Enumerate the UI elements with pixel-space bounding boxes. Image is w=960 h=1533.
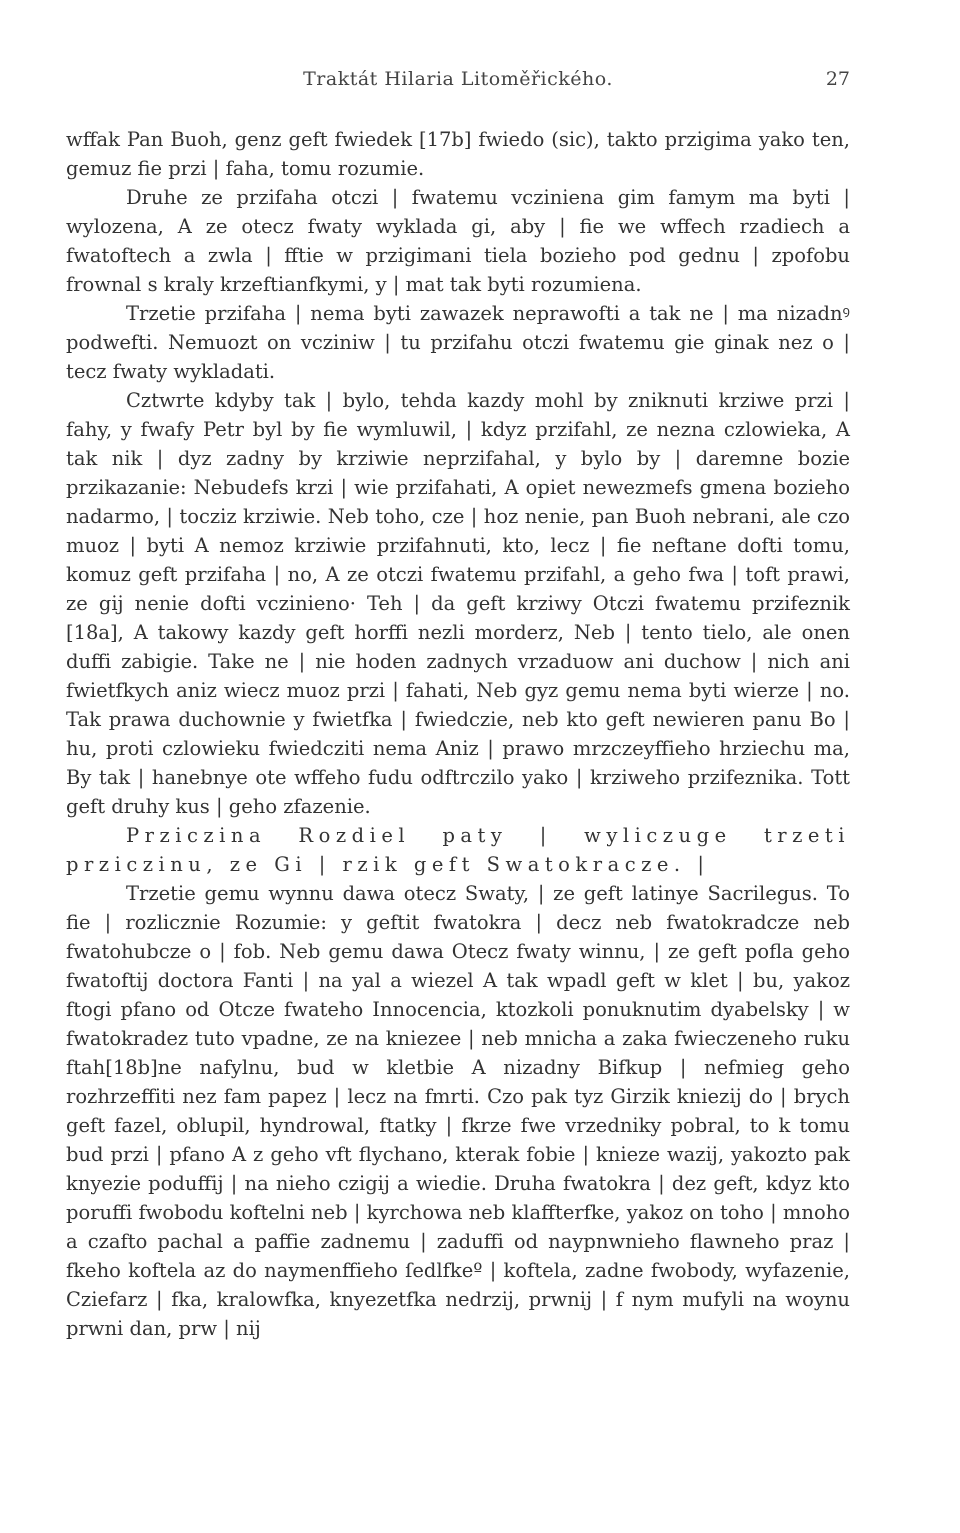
chapter-heading: Prziczina Rozdiel paty | wyliczuge trzeti prziczinu, ze Gi | rzik geft Swatokracze. | (66, 824, 850, 876)
page-header (66, 68, 850, 98)
paragraph: Druhe ze przifaha otczi | fwatemu vcziniena gim famym ma byti | wylozena, A ze otecz fwaty wyklada gi, aby | fie we wffech rzadiech a fwatoftech a zwla | fftie w przigimani tiela bozieho pod gednu | zpofobu frownal s kraly krzeftianfkymi, y | mat tak byti rozumiena. (66, 186, 850, 296)
paragraph: Cztwrte kdyby tak | bylo, tehda kazdy mohl by zniknuti krziwe przi | fahy, y fwafy Petr byl by fie wymluwil, | kdyz przifahl, ze nezna czlowieka, A tak nik | dyz zadny by krziwie neprzifahal, y bylo by | daremne bozie przikazanie: Nebudefs krzi | wie przifahati, A opiet newezmefs gmena bozieho nadarmo, | tocziz krziwie. Neb toho, cze | hoz nenie, pan Buoh nebrani, ale czo muoz | byti A nemoz krziwie przifahnuti, kto, lecz | fie neftane dofti tomu, komuz geft przifaha | no, A ze otczi fwatemu przifahl, a geho fwa | toft prawi, ze gij nenie dofti vczinieno· Teh | da geft krziwy Otczi fwatemu przifeznik [18a], A takowy kazdy geft horffi nezli morderz, Neb | tento tielo, ale onen duffi zabigie. Take ne | nie hoden zadnych vrzaduow ani duchow | nich ani fwietfkych aniz wiecz muoz przi | fahati, Neb gyz gemu nema byti wierze | no. Tak prawa duchownie y fwietfka | fwiedczie, neb kto geft newieren panu Bo | hu, proti czlowieku fwiedcziti nema Aniz | prawo mrzczeyffieho hrziechu ma, By tak | hanebnye ote wffeho fudu odftrczilo yako | krziweho przifeznika. Tott geft druhy kus | geho zfazenie. (66, 389, 850, 818)
running-title: Traktát Hilaria Litoměřického. (303, 68, 613, 90)
body-text (66, 125, 850, 1343)
paragraph: Trzetie przifaha | nema byti zawazek neprawofti a tak ne | ma nizadnꝰ podwefti. Nemuozt on vcziniw | tu przifahu otczi fwatemu gie ginak nez o | tecz fwaty wykladati. (66, 302, 850, 383)
paragraph-continuation: wffak Pan Buoh, genz geft fwiedek [17b] fwiedo (sic), takto przigima yako ten, gemuz fie przi | faha, tomu rozumie. (66, 128, 850, 180)
paragraph: Trzetie gemu wynnu dawa otecz Swaty, | ze geft latinye Sacrilegus. To fie | rozlicznie Rozumie: y geftit fwatokra | decz neb fwatokradcze neb fwatohubcze o | fob. Neb gemu dawa Otecz fwaty winnu, | ze geft pofla geho fwatoftij doctora Fanti | na yal a wiezel A tak wpadl geft w klet | bu, yakoz ftogi pfano od Otcze fwateho Innocencia, ktozkoli ponuknutim dyabelsky | w fwatokradez tuto vpadne, ze na kniezee | neb mnicha a zaka fwieczeneho ruku ftah[18b]ne nafylnu, bud w kletbie A nizadny Bifkup | nefmieg geho rozhrzeffiti nez fam papez | lecz na fmrti. Czo pak tyz Girzik kniezij do | brych geft fazel, oblupil, hyndrowal, ftatky | fkrze fwe vrzedniky pobral, to k tomu bud przi | pfano A z geho vft flychano, kterak fobie | knieze wazij, yakozto pak knyezie poduffij | na nieho czigij a wiedie. Druha fwatokra | dez geft, kdyz kto poruffi fwobodu koftelni neb | kyrchowa neb klaffterfke, yakoz on toho | mnoho a czafto pachal a paffie zadnemu | zaduffi od naypnwnieho flawneho praz | fkeho koftela az do naymenffieho ſedlfkeº | koftela, zadne fwobody, wyfazenie, Cziefarz | fka, kralowfka, knyezetfka nedrzij, prwnij | f nym mufyli na woynu prwni dan, prw | nij (66, 882, 850, 1340)
page-number: 27 (825, 68, 850, 90)
